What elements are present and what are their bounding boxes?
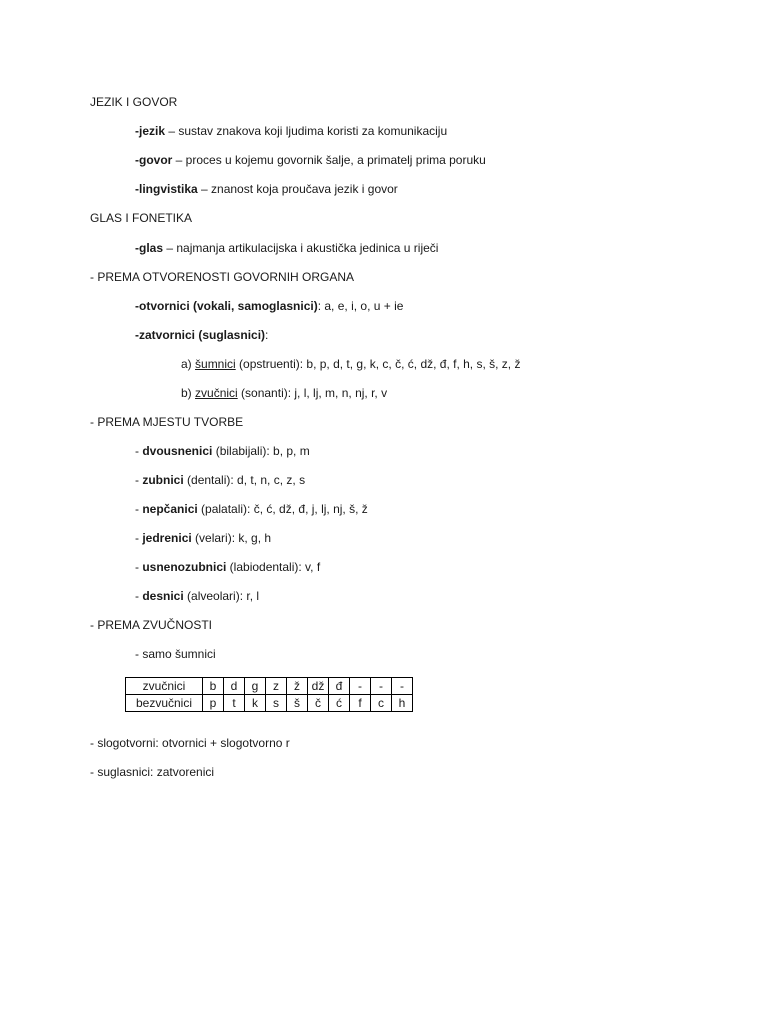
term-desnici: desnici <box>142 589 184 603</box>
table-cell: č <box>308 695 329 712</box>
term-nepcanici: nepčanici <box>142 502 198 516</box>
term-sumnici: šumnici <box>195 357 236 371</box>
table-cell: đ <box>329 678 350 695</box>
def-zubnici: (dentali): d, t, n, c, z, s <box>183 473 306 487</box>
note-suglasnici: - suglasnici: zatvorenici <box>90 765 215 779</box>
term-govor: -govor <box>135 153 173 167</box>
prefix-desnici: - <box>135 589 143 603</box>
section-title-otvorenost: - PREMA OTVORENOSTI GOVORNIH ORGANA <box>90 270 355 284</box>
table-cell: d <box>224 678 245 695</box>
table-cell: ć <box>329 695 350 712</box>
prefix-zubnici: - <box>135 473 143 487</box>
table-cell: š <box>287 695 308 712</box>
table-cell: t <box>224 695 245 712</box>
prefix-nepcanici: - <box>135 502 143 516</box>
table-cell: z <box>266 678 287 695</box>
definition-zatvornici <box>135 327 268 343</box>
table-cell: b <box>203 678 224 695</box>
def-dvousnenici: (bilabijali): b, p, m <box>212 444 310 458</box>
section-title-glas-i-fonetika: GLAS I FONETIKA <box>90 211 193 225</box>
definition-zubnici <box>135 472 305 488</box>
prefix-dvousnenici: - <box>135 444 143 458</box>
voicing-table <box>125 677 413 712</box>
definition-jedrenici <box>135 530 271 546</box>
term-lingvistika: -lingvistika <box>135 182 198 196</box>
term-jedrenici: jedrenici <box>142 531 192 545</box>
def-sumnici: (opstruenti): b, p, d, t, g, k, c, č, ć, dž, đ, f, h, s, š, z, ž <box>235 357 521 371</box>
definition-otvornici <box>135 298 403 314</box>
table-cell: k <box>245 695 266 712</box>
definition-nepcanici <box>135 501 368 517</box>
definition-jezik <box>135 123 447 139</box>
table-cell: p <box>203 695 224 712</box>
term-dvousnenici: dvousnenici <box>142 444 213 458</box>
def-lingvistika: – znanost koja proučava jezik i govor <box>197 182 398 196</box>
definition-lingvistika <box>135 181 398 197</box>
term-zatvornici: -zatvornici (suglasnici) <box>135 328 266 342</box>
def-glas: – najmanja artikulacijska i akustička jedinica u riječi <box>163 241 439 255</box>
table-cell: - <box>371 678 392 695</box>
def-govor: – proces u kojemu govornik šalje, a primatelj prima poruku <box>172 153 486 167</box>
term-jezik: -jezik <box>135 124 166 138</box>
table-cell: - <box>350 678 371 695</box>
definition-usnenozubnici <box>135 559 320 575</box>
definition-glas <box>135 240 438 256</box>
table-cell: h <box>392 695 413 712</box>
section-title-mjesto-tvorbe: - PREMA MJESTU TVORBE <box>90 415 244 429</box>
note-samo-sumnici: - samo šumnici <box>135 647 216 661</box>
table-cell: f <box>350 695 371 712</box>
definition-sumnici <box>181 356 520 372</box>
definition-dvousnenici <box>135 443 310 459</box>
table-cell: s <box>266 695 287 712</box>
def-jezik: – sustav znakova koji ljudima koristi za komunikaciju <box>165 124 448 138</box>
term-zubnici: zubnici <box>142 473 184 487</box>
def-zvucnici: (sonanti): j, l, lj, m, n, nj, r, v <box>237 386 388 400</box>
def-desnici: (alveolari): r, l <box>183 589 260 603</box>
term-glas: -glas <box>135 241 164 255</box>
prefix-zvucnici: b) <box>181 386 196 400</box>
table-row <box>126 695 413 712</box>
note-slogotvorni: - slogotvorni: otvornici + slogotvorno r <box>90 736 290 750</box>
section-title-jezik-i-govor: JEZIK I GOVOR <box>90 95 178 109</box>
term-otvornici: -otvornici (vokali, samoglasnici) <box>135 299 318 313</box>
table-cell: ž <box>287 678 308 695</box>
table-row <box>126 678 413 695</box>
table-cell: c <box>371 695 392 712</box>
def-otvornici: : a, e, i, o, u + ie <box>317 299 404 313</box>
definition-zvucnici <box>181 385 387 401</box>
table-row-label: bezvučnici <box>126 695 203 712</box>
table-cell: - <box>392 678 413 695</box>
section-title-zvucnost: - PREMA ZVUČNOSTI <box>90 618 213 632</box>
def-jedrenici: (velari): k, g, h <box>191 531 272 545</box>
prefix-sumnici: a) <box>181 357 196 371</box>
term-zvucnici: zvučnici <box>195 386 238 400</box>
definition-desnici <box>135 588 259 604</box>
table-cell: dž <box>308 678 329 695</box>
prefix-usnenozubnici: - <box>135 560 143 574</box>
definition-govor <box>135 152 486 168</box>
term-usnenozubnici: usnenozubnici <box>142 560 227 574</box>
table-cell: g <box>245 678 266 695</box>
def-nepcanici: (palatali): č, ć, dž, đ, j, lj, nj, š, ž <box>197 502 368 516</box>
table-row-label: zvučnici <box>126 678 203 695</box>
def-usnenozubnici: (labiodentali): v, f <box>226 560 321 574</box>
prefix-jedrenici: - <box>135 531 143 545</box>
def-zatvornici: : <box>265 328 269 342</box>
